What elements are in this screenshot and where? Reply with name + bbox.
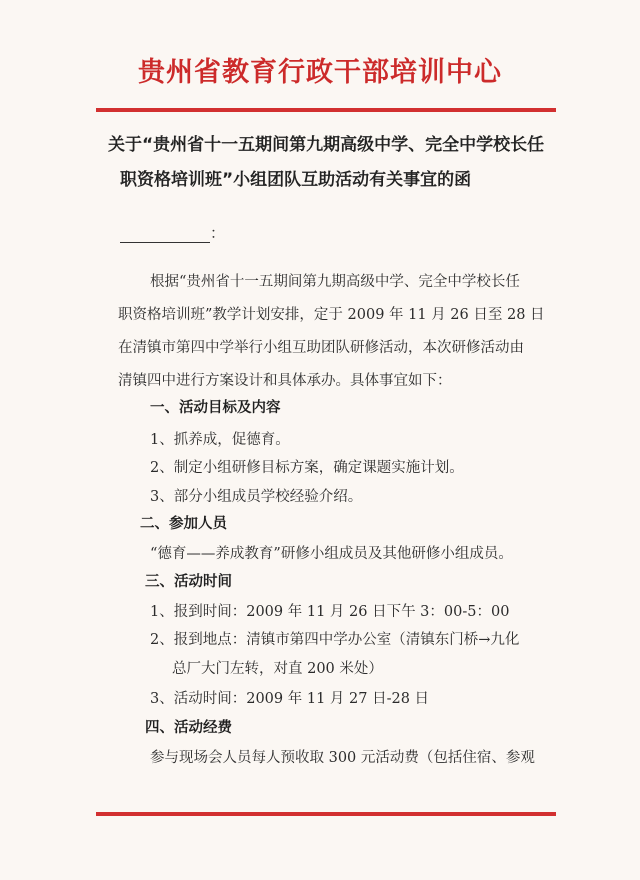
organization-letterhead: 贵州省教育行政干部培训中心 <box>138 57 502 88</box>
recipient-line <box>120 222 225 243</box>
funding-text: 参与现场会人员每人预收取 300 元活动费（包括住宿、参观 <box>150 750 535 766</box>
list-item: 3、活动时间：2009 年 11 月 27 日-28 日 <box>150 691 430 707</box>
participants-text: “德育——养成教育”研修小组成员及其他研修小组成员。 <box>150 546 513 562</box>
recipient-blank <box>120 228 210 243</box>
list-item: 1、报到时间：2009 年 11 月 26 日下午 3：00-5：00 <box>150 604 510 620</box>
letter-title-line-1: 关于“贵州省十一五期间第九期高级中学、完全中学校长任 <box>108 135 545 155</box>
paragraph-line: 根据“贵州省十一五期间第九期高级中学、完全中学校长任 <box>150 274 520 290</box>
list-item: 3、部分小组成员学校经验介绍。 <box>150 489 363 505</box>
footer-divider <box>96 812 556 816</box>
section-heading-participants: 二、参加人员 <box>140 516 227 532</box>
section-heading-funding: 四、活动经费 <box>145 720 232 736</box>
recipient-colon: ： <box>210 224 226 242</box>
letterhead-divider <box>96 108 556 112</box>
list-item: 2、制定小组研修目标方案，确定课题实施计划。 <box>150 460 464 476</box>
letter-title-line-2: 职资格培训班”小组团队互助活动有关事宜的函 <box>120 170 472 190</box>
paragraph-line: 在清镇市第四中学举行小组互助团队研修活动，本次研修活动由 <box>118 340 524 356</box>
paragraph-line: 职资格培训班”教学计划安排，定于 2009 年 11 月 26 日至 28 日 <box>118 307 545 323</box>
section-heading-goals: 一、活动目标及内容 <box>150 400 281 416</box>
list-item: 1、抓养成，促德育。 <box>150 432 290 448</box>
list-item: 2、报到地点：清镇市第四中学办公室（清镇东门桥→九化 <box>150 632 520 648</box>
list-item-continuation: 总厂大门左转，对直 200 米处） <box>172 661 383 677</box>
section-heading-time: 三、活动时间 <box>145 574 232 590</box>
paragraph-line: 清镇四中进行方案设计和具体承办。具体事宜如下： <box>118 373 452 389</box>
